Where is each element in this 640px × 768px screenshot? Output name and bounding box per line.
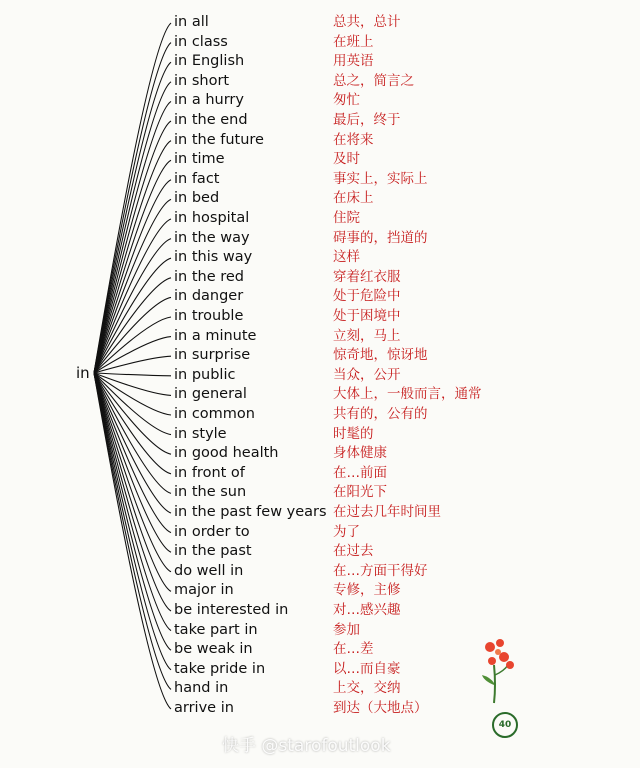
branch-line: [94, 373, 171, 376]
phrase-text: in the way: [174, 229, 250, 246]
meaning-text: 当众，公开: [333, 366, 401, 383]
meaning-text: 事实上，实际上: [333, 170, 428, 187]
meaning-text: 总共，总计: [333, 14, 401, 30]
phrase-text: in hospital: [174, 210, 250, 226]
meaning-text: 及时: [333, 151, 360, 168]
meaning-text: 匆忙: [333, 92, 360, 109]
meaning-text: 上交，交纳: [333, 680, 401, 697]
meaning-text: 惊奇地，惊讶地: [333, 347, 428, 364]
phrase-text: be interested in: [174, 602, 289, 618]
phrase-text: hand in: [174, 680, 229, 697]
phrase-text: in a hurry: [174, 92, 244, 109]
meaning-text: 在阳光下: [333, 484, 387, 501]
meaning-text: 穿着红衣服: [333, 268, 401, 285]
phrase-text: in fact: [174, 170, 220, 187]
meaning-text: 最后，终于: [333, 112, 401, 128]
flower-doodle-icon: [478, 635, 524, 707]
meaning-text: 在过去几年时间里: [333, 504, 441, 520]
phrase-text: in English: [174, 53, 245, 70]
phrase-text: in a minute: [174, 327, 257, 344]
meaning-text: 在…方面干得好: [333, 562, 428, 579]
phrase-text: in style: [174, 425, 227, 442]
meaning-text: 以…而自豪: [333, 660, 401, 677]
meaning-text: 在过去: [333, 543, 374, 560]
phrase-text: major in: [174, 582, 234, 599]
phrase-text: in the future: [174, 131, 264, 148]
phrase-text: in class: [174, 33, 228, 50]
phrase-text: in bed: [174, 190, 220, 207]
meaning-text: 用英语: [333, 53, 374, 70]
phrase-text: arrive in: [174, 700, 234, 716]
meaning-text: 专修，主修: [333, 582, 401, 599]
phrase-text: be weak in: [174, 641, 253, 658]
watermark: 快手 @starofoutlook: [222, 736, 391, 756]
phrase-text: take pride in: [174, 660, 266, 677]
meaning-text: 处于危险中: [333, 288, 401, 305]
meaning-text: 总之，简言之: [333, 72, 414, 89]
meaning-text: 在将来: [333, 131, 374, 148]
meaning-text: 碍事的，挡道的: [333, 229, 428, 246]
meaning-text: 大体上，一般而言，通常: [333, 386, 482, 403]
phrase-text: in common: [174, 406, 255, 422]
phrase-text: in the red: [174, 268, 245, 285]
phrase-text: in time: [174, 151, 225, 168]
phrase-text: in the past: [174, 543, 252, 560]
phrase-text: in good health: [174, 445, 279, 462]
phrase-text: in short: [174, 72, 230, 89]
phrase-text: in order to: [174, 523, 250, 540]
meaning-text: 时髦的: [333, 425, 374, 442]
meaning-text: 参加: [333, 621, 360, 638]
meaning-text: 对…感兴趣: [333, 602, 401, 618]
phrase-text: in the past few years: [174, 504, 327, 520]
phrase-text: in trouble: [174, 308, 244, 324]
phrase-text: in general: [174, 386, 247, 403]
meaning-text: 共有的，公有的: [333, 406, 428, 422]
meaning-text: 在床上: [333, 190, 374, 207]
phrase-text: in this way: [174, 249, 253, 266]
meaning-text: 住院: [333, 210, 360, 226]
meaning-text: 处于困境中: [333, 308, 401, 324]
phrase-text: in the end: [174, 112, 248, 128]
phrase-text: take part in: [174, 621, 258, 638]
phrase-text: in all: [174, 14, 209, 30]
phrase-text: in surprise: [174, 347, 251, 364]
meaning-text: 身体健康: [333, 445, 387, 462]
root-word: in: [76, 364, 90, 382]
phrase-text: in the sun: [174, 484, 247, 501]
phrase-text: in danger: [174, 288, 244, 305]
meaning-text: 在…差: [333, 641, 374, 658]
meaning-text: 到达（大地点）: [333, 700, 428, 716]
phrase-text: do well in: [174, 562, 244, 579]
meaning-text: 这样: [333, 249, 360, 266]
phrase-text: in front of: [174, 464, 245, 481]
meaning-text: 为了: [333, 523, 360, 540]
phrase-text: in public: [174, 366, 236, 383]
meaning-text: 在…前面: [333, 464, 387, 481]
stamp-badge: 40: [492, 712, 518, 738]
meaning-text: 立刻，马上: [333, 327, 401, 344]
meaning-text: 在班上: [333, 33, 374, 50]
